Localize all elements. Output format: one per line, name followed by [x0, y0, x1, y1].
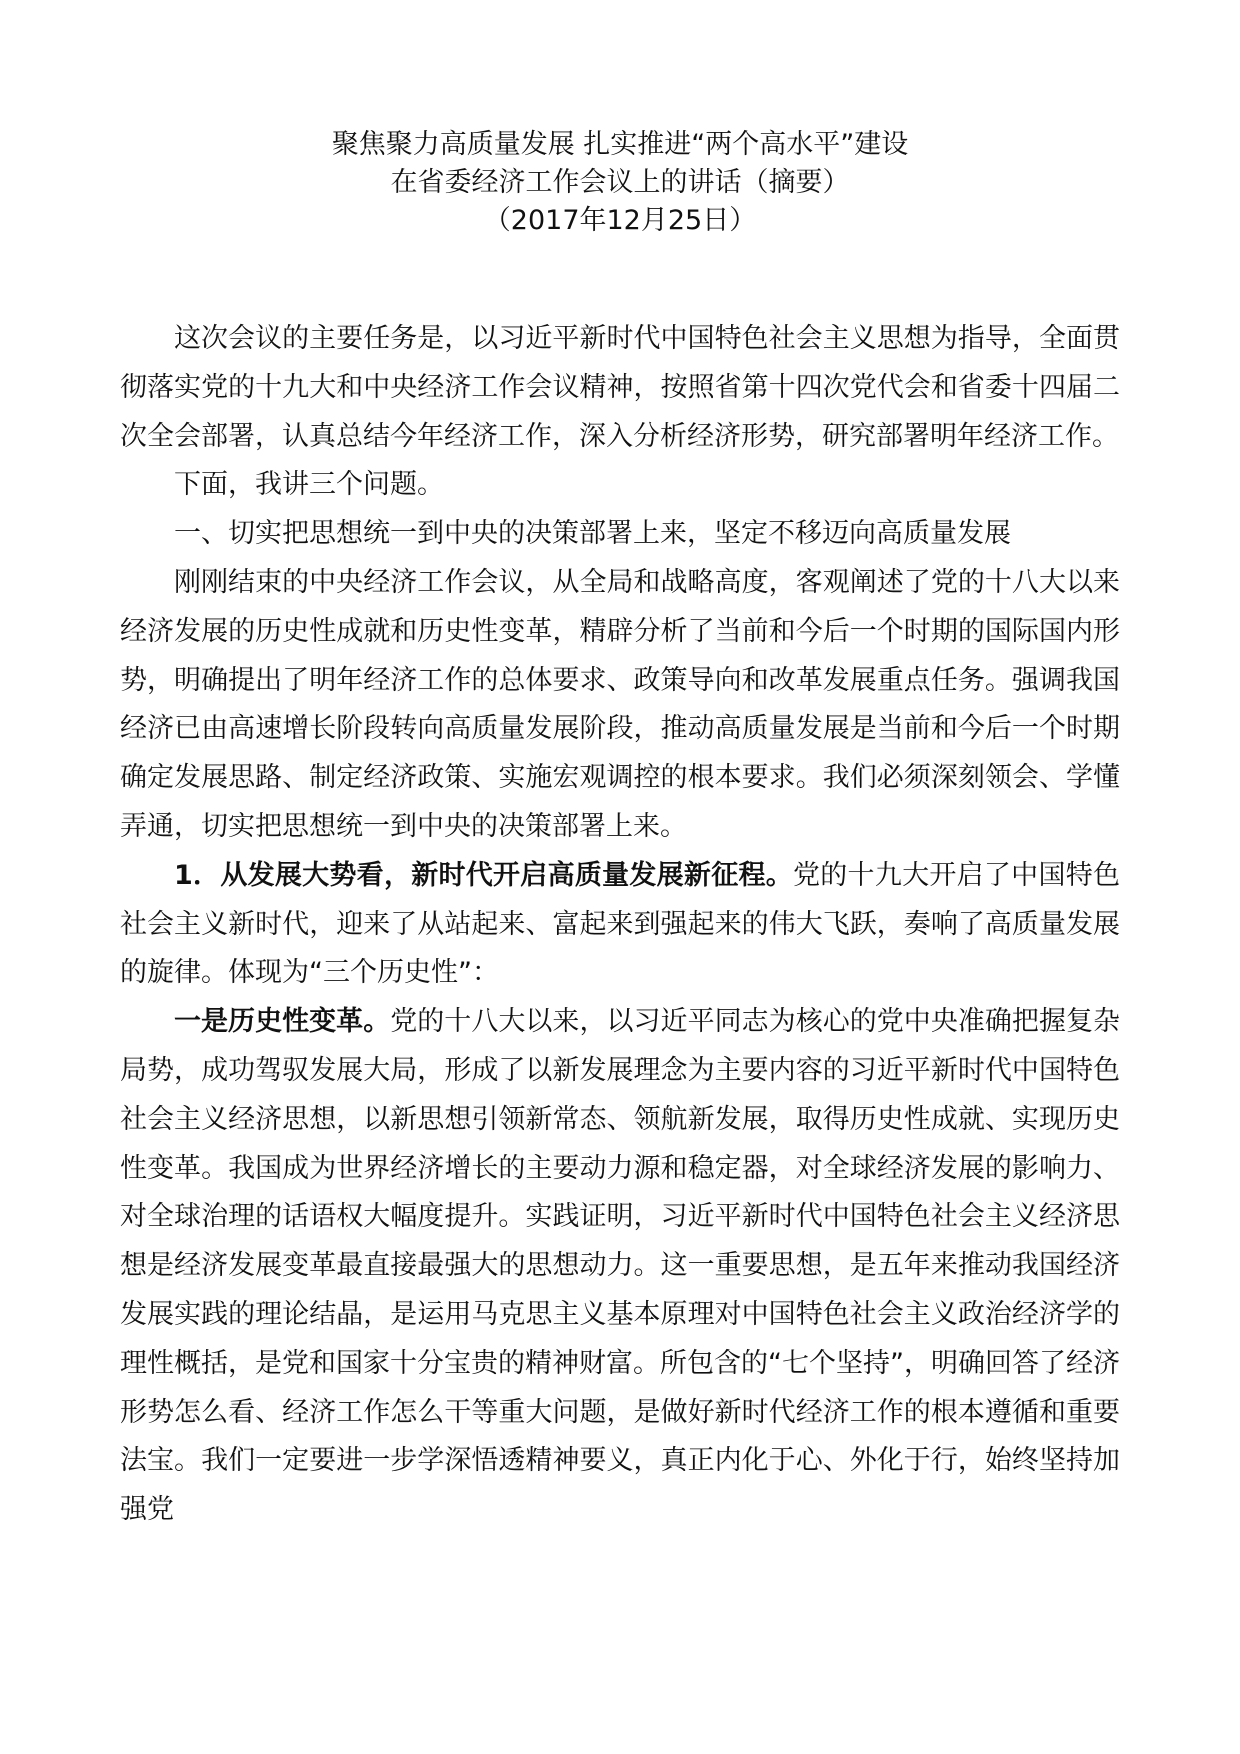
paragraph-outline [120, 461, 1120, 510]
document-body [120, 315, 1120, 1535]
paragraph-intro [120, 315, 1120, 461]
paragraph-lead: 一是历史性变革。 [174, 1006, 391, 1038]
document-title: 聚焦聚力高质量发展 扎实推进“两个高水平”建设 [331, 129, 909, 160]
paragraph-historic-change [120, 998, 1120, 1535]
paragraph-point-1 [120, 852, 1120, 998]
paragraph-text: 刚刚结束的中央经济工作会议，从全局和战略高度，客观阐述了党的十八大以来经济发展的历史性成就和历史性变革，精辟分析了当前和今后一个时期的国际国内形势，明确提出了明年经济工作的总体要求、政策导向和改革发展重点任务。强调我国经济已由高速增长阶段转向高质量发展阶段，推动高质量发展是当前和今后一个时期确定发展思路、制定经济政策、实施宏观调控的根本要求。我们必须深刻领会、学懂弄通，切实把思想统一到中央的决策部署上来。 [120, 566, 1120, 842]
document-date: （2017年12月25日） [483, 205, 757, 236]
paragraph-lead: 1．从发展大势看，新时代开启高质量发展新征程。 [174, 859, 794, 891]
heading-text: 一、切实把思想统一到中央的决策部署上来，坚定不移迈向高质量发展 [174, 518, 1011, 550]
section-heading-1 [120, 510, 1120, 559]
title-block [120, 126, 1120, 240]
paragraph-text: 党的十八大以来，以习近平同志为核心的党中央准确把握复杂局势，成功驾驭发展大局，形成了以新发展理念为主要内容的习近平新时代中国特色社会主义经济思想，以新思想引领新常态、领航新发展，取得历史性成就、实现历史性变革。我国成为世界经济增长的主要动力源和稳定器，对全球经济发展的影响力、对全球治理的话语权大幅度提升。实践证明，习近平新时代中国特色社会主义经济思想是经济发展变革最直接最强大的思想动力。这一重要思想，是五年来推动我国经济发展实践的理论结晶，是运用马克思主义基本原理对中国特色社会主义政治经济学的理性概括，是党和国家十分宝贵的精神财富。所包含的“七个坚持”，明确回答了经济形势怎么看、经济工作怎么干等重大问题，是做好新时代经济工作的根本遵循和重要法宝。我们一定要进一步学深悟透精神要义，真正内化于心、外化于行，始终坚持加强党 [120, 1006, 1121, 1526]
paragraph-text: 下面，我讲三个问题。 [174, 469, 444, 501]
paragraph-text: 这次会议的主要任务是，以习近平新时代中国特色社会主义思想为指导，全面贯彻落实党的十九大和中央经济工作会议精神，按照省第十四次党代会和省委十四届二次全会部署，认真总结今年经济工作，深入分析经济形势，研究部署明年经济工作。 [120, 323, 1120, 452]
paragraph-conference [120, 559, 1120, 852]
paragraph-text: 党的十九大开启了中国特色社会主义新时代，迎来了从站起来、富起来到强起来的伟大飞跃，奏响了高质量发展的旋律。体现为“三个历史性”： [120, 859, 1120, 989]
document-subtitle: 在省委经济工作会议上的讲话（摘要） [390, 167, 850, 198]
